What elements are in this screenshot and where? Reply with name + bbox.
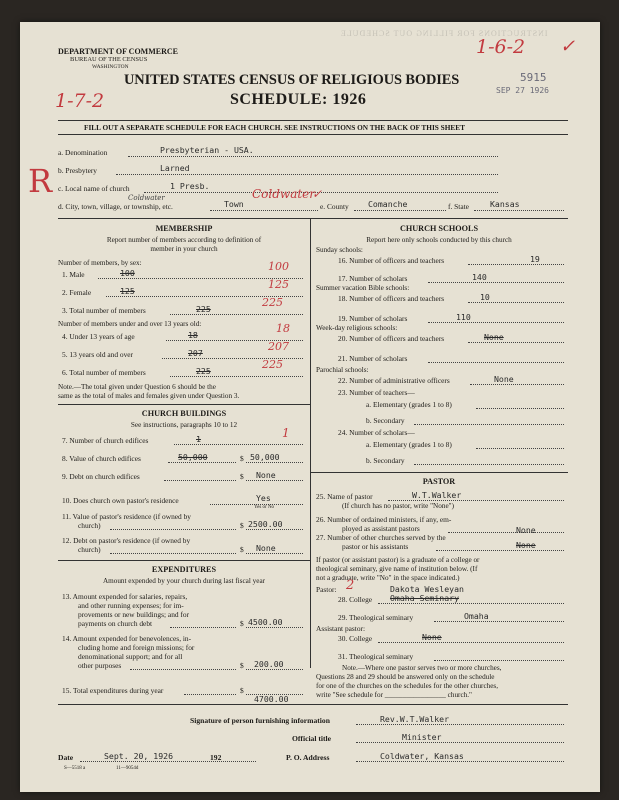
scholars-secondary-label: b. Secondary: [366, 456, 405, 465]
graduate-note-line1: If pastor (or assistant pastor) is a graduate of a college or: [316, 556, 480, 564]
edifices-number-label: 7. Number of church edifices: [62, 436, 149, 445]
over-13-typed: 207: [188, 348, 203, 358]
membership-intro-line2: member in your church: [150, 245, 218, 253]
yes-no-note: Yes or No: [254, 505, 275, 510]
local-name-value: 1 Presb.: [170, 181, 210, 191]
handwritten-code-left: 1-7-2: [55, 90, 105, 112]
total-members-typed: 225: [196, 304, 211, 314]
benevolences-label-d: other purposes: [78, 661, 122, 670]
running-expenses-label-a: 13. Amount expended for salaries, repairs,: [62, 592, 188, 601]
pastor-seminary-label: 29. Theological seminary: [338, 613, 414, 622]
female-typed: 125: [120, 286, 135, 296]
denomination-value: Presbyterian - USA.: [160, 145, 254, 155]
denomination-label: a. Denomination: [58, 148, 108, 157]
running-expenses-label-d: payments on church debt: [78, 619, 153, 628]
total-expenditures-dollar: $: [240, 686, 244, 695]
handwritten-city-red: Coldwater: [252, 187, 316, 201]
schedule-year: SCHEDULE: 1926: [230, 91, 367, 108]
bureau-city: WASHINGTON: [92, 64, 129, 70]
residence-debt-value: None: [256, 543, 276, 553]
total-members-2-typed: 225: [196, 366, 211, 376]
residence-debt-dollar: $: [240, 545, 244, 554]
edifices-value: 50,000: [250, 452, 280, 462]
male-typed: 100: [120, 268, 135, 278]
teachers-elementary-label: a. Elementary (grades 1 to 8): [366, 400, 452, 409]
handwritten-bracket-icon: R: [28, 162, 53, 200]
date-value: Sept. 20, 1926: [104, 751, 174, 761]
total-members-hand: 225: [262, 296, 283, 309]
form-number: S—5518 a: [64, 766, 86, 771]
residence-value-label-a: 11. Value of pastor's residence (if owned by: [62, 512, 191, 521]
schools-intro: Report here only schools conducted by this church: [366, 236, 512, 244]
under-over-label: Number of members under and over 13 years old:: [58, 320, 202, 328]
receipt-stamp-date: SEP 27 1926: [496, 86, 549, 95]
weekday-scholars-label: 21. Number of scholars: [338, 354, 408, 363]
city-label: d. City, town, village, or township, etc.: [58, 202, 173, 211]
residence-value-label-b: church): [78, 521, 101, 530]
bleed-through-text: INSTRUCTIONS FOR FILLING OUT SCHEDULE: [340, 29, 548, 38]
under-13-hand: 18: [276, 322, 290, 335]
male-label: 1. Male: [62, 270, 85, 279]
weekday-officers-value: None: [484, 332, 504, 342]
admin-officers-value: None: [494, 374, 514, 384]
assistant-pastor-label: Assistant pastor:: [316, 624, 366, 633]
edifices-debt-value: None: [256, 470, 276, 480]
other-churches-value: None: [516, 540, 536, 550]
state-label: f. State: [448, 202, 469, 211]
weekday-schools-label: Week-day religious schools:: [316, 324, 398, 332]
schools-section-title: CHURCH SCHOOLS: [399, 224, 479, 233]
official-title-label: Official title: [292, 734, 332, 743]
ordained-ministers-label-b: ployed as assistant pastors: [342, 524, 420, 533]
teachers-label: 23. Number of teachers—: [338, 388, 415, 397]
date-suffix: 192: [210, 753, 222, 762]
receipt-stamp-number: 5915: [520, 71, 547, 84]
pastor-name-label: 25. Name of pastor: [316, 492, 373, 501]
membership-intro-line1: Report number of members according to definition of: [106, 236, 262, 244]
vacation-schools-label: Summer vacation Bible schools:: [316, 284, 410, 292]
female-label: 2. Female: [62, 288, 92, 297]
members-by-sex-label: Number of members, by sex:: [58, 259, 142, 267]
pastor-seminary-value: Omaha: [464, 611, 489, 621]
benevolences-label-b: cluding home and foreign missions; for: [78, 643, 195, 652]
running-expenses-label-b: and other running expenses; for im-: [78, 601, 184, 610]
owns-residence-label: 10. Does church own pastor's residence: [62, 496, 179, 505]
residence-debt-label-a: 12. Debt on pastor's residence (if owned by: [62, 536, 191, 545]
benevolences-label-a: 14. Amount expended for benevolences, in-: [62, 634, 192, 643]
female-hand: 125: [268, 278, 289, 291]
other-churches-label-b: pastor or his assistants: [342, 542, 409, 551]
presbytery-value: Larned: [160, 163, 190, 173]
scholars-elementary-label: a. Elementary (grades 1 to 8): [366, 440, 452, 449]
pastor-section-title: PASTOR: [422, 477, 456, 486]
total-members-2-hand: 225: [262, 358, 283, 371]
pastor-note-line4: write "See schedule for _________________ church.": [316, 691, 472, 699]
membership-note-line1: Note.—The total given under Question 6 should be the: [58, 383, 216, 391]
benevolences-dollar: $: [240, 661, 244, 670]
edifices-number-typed: 1: [196, 434, 201, 444]
under-13-typed: 18: [188, 330, 198, 340]
county-label: e. County: [320, 202, 349, 211]
residence-value-dollar: $: [240, 521, 244, 530]
pastor-name-note: (If church has no pastor, write "None"): [342, 502, 454, 510]
form-title: UNITED STATES CENSUS OF RELIGIOUS BODIES: [124, 72, 460, 88]
check-mark-icon: ✓: [312, 187, 323, 201]
date-label: Date: [58, 753, 74, 762]
po-address-label: P. O. Address: [286, 753, 330, 762]
handwritten-city-pencil: Coldwater: [128, 194, 165, 202]
sunday-officers-value: 19: [530, 254, 540, 264]
pastor-college-overtyped: Omaha Seminary: [390, 593, 460, 603]
vacation-officers-value: 10: [480, 292, 490, 302]
census-schedule-sheet: [20, 22, 600, 792]
vacation-scholars-value: 110: [456, 312, 471, 322]
handwritten-code-top: 1-6-2: [476, 36, 526, 58]
parochial-schools-label: Parochial schools:: [316, 366, 369, 374]
admin-officers-label: 22. Number of administrative officers: [338, 376, 450, 385]
assistant-seminary-label: 31. Theological seminary: [338, 652, 414, 661]
total-expenditures-label: 15. Total expenditures during year: [62, 686, 164, 695]
sunday-officers-label: 16. Number of officers and teachers: [338, 256, 445, 265]
pastor-name-value: W.T.Walker: [412, 490, 462, 500]
total-expenditures-value: 4700.00: [254, 694, 289, 704]
assistant-college-label: 30. College: [338, 634, 373, 643]
pastor-note-line1: Note.—Where one pastor serves two or more churches,: [342, 664, 502, 672]
membership-note-line2: same as the total of males and females given under Question 3.: [58, 392, 240, 400]
pastor-college-value: Dakota Wesleyan: [390, 584, 464, 594]
buildings-section-title: CHURCH BUILDINGS: [141, 409, 227, 418]
edifices-number-hand: 1: [282, 426, 290, 440]
weekday-officers-label: 20. Number of officers and teachers: [338, 334, 445, 343]
check-mark-icon: ✓: [560, 36, 576, 57]
signature-value: Rev.W.T.Walker: [380, 714, 450, 724]
owns-residence-value: Yes: [256, 493, 271, 503]
pastor-hand-mark: 2: [346, 578, 355, 593]
expenditures-subtitle: Amount expended by your church during last fiscal year: [102, 577, 266, 585]
running-expenses-dollar: $: [240, 619, 244, 628]
state-value: Kansas: [490, 199, 520, 209]
pastor-note-line2: Questions 28 and 29 should be answered only on the schedule: [316, 673, 495, 681]
bureau-name: BUREAU OF THE CENSUS: [70, 56, 148, 63]
edifices-value-label: 8. Value of church edifices: [62, 454, 141, 463]
residence-value: 2500.00: [248, 519, 283, 529]
signature-label: Signature of person furnishing information: [190, 716, 330, 725]
total-members-2-label: 6. Total number of members: [62, 368, 146, 377]
edifices-value-typed: 50,000: [178, 452, 208, 462]
over-13-label: 5. 13 years old and over: [62, 350, 134, 359]
pastor-sub-label: Pastor:: [316, 585, 337, 594]
graduate-note-line2: theological seminary, give name of institution below. (If: [316, 565, 478, 573]
buildings-subtitle: See instructions, paragraphs 10 to 12: [130, 421, 238, 429]
edifices-value-dollar: $: [240, 454, 244, 463]
graduate-note-line3: not a graduate, write "No" in the space indicated.): [316, 574, 460, 582]
sunday-scholars-label: 17. Number of scholars: [338, 274, 408, 283]
over-13-hand: 207: [268, 340, 289, 353]
department-name: DEPARTMENT OF COMMERCE: [58, 47, 179, 56]
pastor-note-line3: for one of the churches on the schedules for the other churches,: [316, 682, 499, 690]
sunday-scholars-value: 140: [472, 272, 487, 282]
city-value: Town: [224, 199, 244, 209]
presbytery-label: b. Presbytery: [58, 166, 97, 175]
scholars-label: 24. Number of scholars—: [338, 428, 415, 437]
edifices-debt-label: 9. Debt on church edifices: [62, 472, 140, 481]
ordained-ministers-value: None: [516, 525, 536, 535]
under-13-label: 4. Under 13 years of age: [62, 332, 135, 341]
expenditures-section-title: EXPENDITURES: [151, 565, 217, 574]
running-expenses-label-c: provements or new buildings; and for: [78, 610, 190, 619]
assistant-college-value: None: [422, 632, 442, 642]
total-members-label: 3. Total number of members: [62, 306, 146, 315]
vacation-scholars-label: 19. Number of scholars: [338, 314, 408, 323]
edifices-debt-dollar: $: [240, 472, 244, 481]
male-hand: 100: [268, 260, 289, 273]
local-name-label: c. Local name of church: [58, 184, 130, 193]
teachers-secondary-label: b. Secondary: [366, 416, 405, 425]
official-title-value: Minister: [402, 732, 442, 742]
other-churches-label-a: 27. Number of other churches served by the: [316, 533, 446, 542]
separate-schedule-instruction: FILL OUT A SEPARATE SCHEDULE FOR EACH CHURCH. SEE INSTRUCTIONS ON THE BACK OF THIS SHEET: [84, 123, 466, 132]
pastor-college-label: 28. College: [338, 595, 373, 604]
benevolences-value: 200.00: [254, 659, 284, 669]
print-number: 11—9054d: [116, 766, 139, 771]
county-value: Comanche: [368, 199, 408, 209]
membership-section-title: MEMBERSHIP: [155, 224, 213, 233]
benevolences-label-c: denominational support; and for all: [78, 652, 183, 661]
running-expenses-value: 4500.00: [248, 617, 283, 627]
residence-debt-label-b: church): [78, 545, 101, 554]
ordained-ministers-label-a: 26. Number of ordained ministers, if any, em-: [316, 515, 452, 524]
sunday-schools-label: Sunday schools:: [316, 246, 363, 254]
po-address-value: Coldwater, Kansas: [380, 751, 464, 761]
vacation-officers-label: 18. Number of officers and teachers: [338, 294, 445, 303]
